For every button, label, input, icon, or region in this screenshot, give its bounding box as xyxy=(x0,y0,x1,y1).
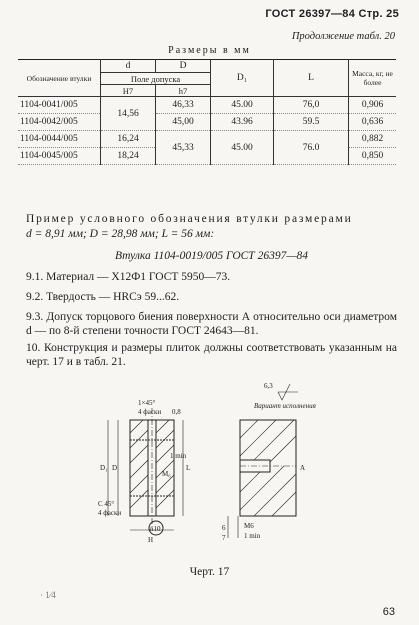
label-dim-M6: M₆ xyxy=(162,470,171,478)
cell-L: 76,0 xyxy=(274,97,349,114)
cell-designation: 1104-0042/005 xyxy=(18,114,101,131)
label-dim-L: L xyxy=(186,464,191,472)
page-number: 63 xyxy=(382,606,395,618)
header-D1: D₁ xyxy=(211,60,274,97)
cell-d: 18,24 xyxy=(101,148,156,165)
label-roughness-small: 0,8 xyxy=(172,408,181,416)
margin-mark: · 1⁄4 xyxy=(40,590,56,600)
cell-D: 46,33 xyxy=(156,97,211,114)
item-9-2: 9.2. Твердость — HRCэ 59...62. xyxy=(26,291,180,303)
label-dim-6: 6 xyxy=(222,524,226,532)
label-variant: Вариант исполнения xyxy=(254,402,316,410)
header-designation: Обозначение втулки xyxy=(18,60,101,97)
label-n10: n10 xyxy=(150,525,161,533)
cell-D1: 45.00 xyxy=(211,97,274,114)
table-continuation-note: Продолжение табл. 20 xyxy=(291,31,395,42)
item-9-3: 9.3. Допуск торцового биения поверхности А относительно оси диаметром d — по 8-й степени точности ГОСТ 24643—81. xyxy=(26,311,397,337)
label-dim-1min: 1 min xyxy=(170,452,187,460)
example-dimensions: d = 8,91 мм; D = 28,98 мм; L = 56 мм: xyxy=(26,228,215,240)
label-dim-7: 7 xyxy=(222,534,226,542)
cell-mass: 0,850 xyxy=(349,148,397,165)
cell-D-merged: 45,33 xyxy=(156,131,211,165)
cell-d: 16,24 xyxy=(101,131,156,148)
label-roughness: 6,3 xyxy=(264,382,273,390)
cell-D1-merged: 45.00 xyxy=(211,131,274,165)
label-dim-M6b: M6 xyxy=(244,522,254,530)
label-dim-D: D xyxy=(112,464,118,472)
figure-caption: Черт. 17 xyxy=(189,566,230,578)
cell-mass: 0,636 xyxy=(349,114,397,131)
label-chamfer-top: 1×45° xyxy=(138,399,156,407)
label-dim-D1: D₁ xyxy=(100,464,108,472)
example-designation: Втулка 1104-0019/005 ГОСТ 26397—84 xyxy=(114,250,309,262)
cell-D1: 43.96 xyxy=(211,114,274,131)
cell-L: 59.5 xyxy=(274,114,349,131)
cell-mass: 0,906 xyxy=(349,97,397,114)
page-header: ГОСТ 26397—84 Стр. 25 xyxy=(265,8,399,20)
item-10: 10. Конструкция и размеры плиток должны соответствовать указанным на черт. 17 и в табл. 21. xyxy=(26,342,397,368)
header-H7: H7 xyxy=(101,85,156,97)
header-D: D xyxy=(156,60,211,73)
table-row xyxy=(18,114,396,131)
header-d: d xyxy=(101,60,156,73)
label-chamfer-bottom: С 45° xyxy=(98,500,115,508)
dimensions-table xyxy=(18,59,396,165)
cell-mass: 0,882 xyxy=(349,131,397,148)
cell-L-merged: 76.0 xyxy=(274,131,349,165)
cell-designation: 1104-0044/005 xyxy=(18,131,101,148)
label-dim-H: H xyxy=(148,536,154,544)
cell-designation: 1104-0041/005 xyxy=(18,97,101,114)
table-row xyxy=(18,131,396,148)
label-dim-1minb: 1 min xyxy=(244,532,261,540)
header-tolerance: Поле допуска xyxy=(101,73,211,85)
cell-D: 45,00 xyxy=(156,114,211,131)
cell-d-merged: 14,56 xyxy=(101,97,156,131)
table-caption: Размеры в мм xyxy=(168,45,251,56)
table-row xyxy=(18,97,396,114)
label-dim-A: A xyxy=(300,464,306,472)
header-h7: h7 xyxy=(156,85,211,97)
label-chamfer-side: 4 фаски xyxy=(138,408,162,416)
item-9-1: 9.1. Материал — Х12Ф1 ГОСТ 5950—73. xyxy=(26,271,231,283)
cell-designation: 1104-0045/005 xyxy=(18,148,101,165)
header-mass: Масса, кг, не более xyxy=(349,60,397,97)
header-L: L xyxy=(274,60,349,97)
example-intro: Пример условного обозначения втулки размерами xyxy=(26,213,353,225)
technical-drawing xyxy=(78,378,348,563)
label-chamfer-bottom2: 4 фаски xyxy=(98,509,122,517)
